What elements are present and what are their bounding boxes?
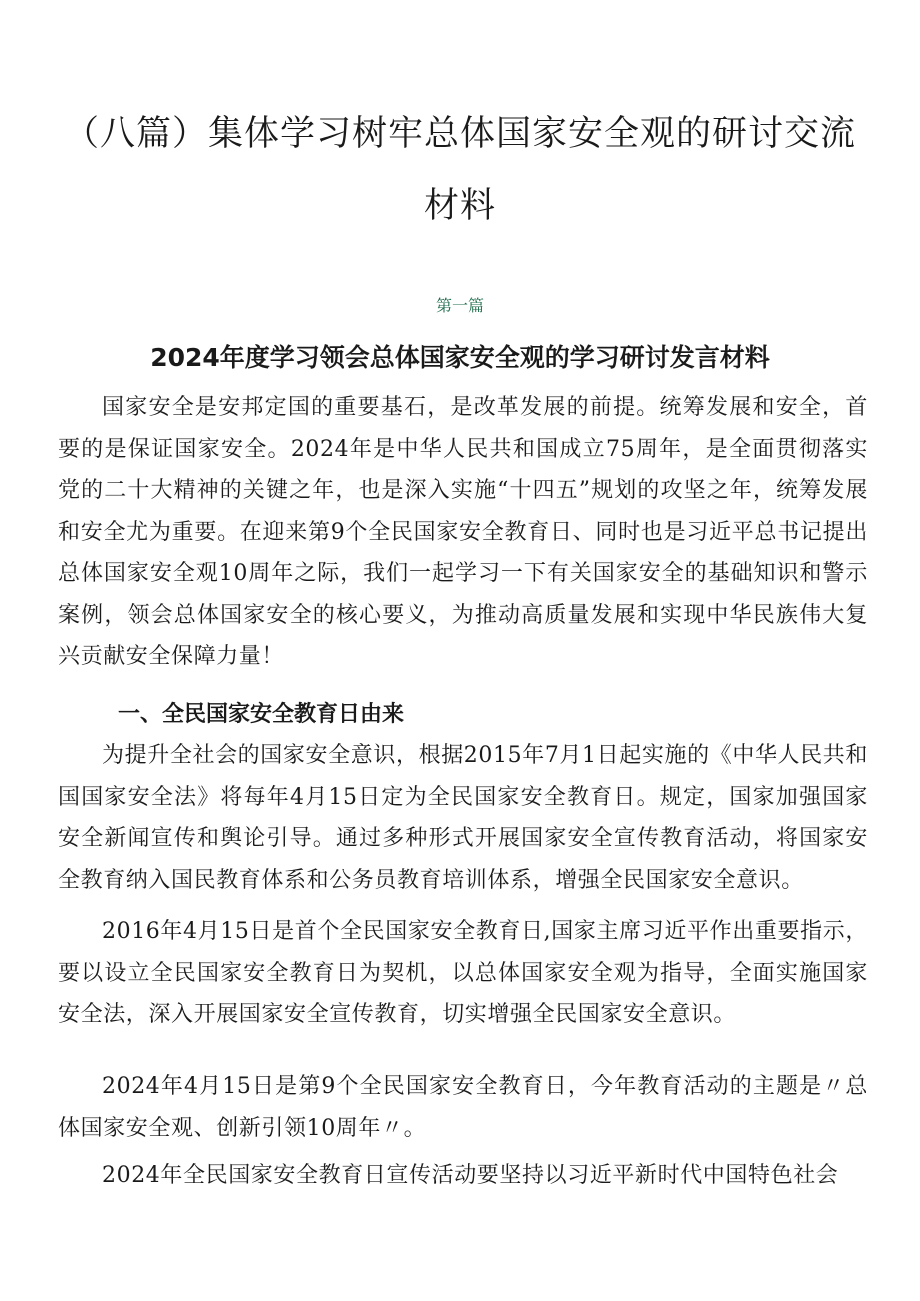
section-label: 第一篇 bbox=[435, 296, 484, 315]
section-heading-1: 一、全民国家安全教育日由来 bbox=[118, 702, 405, 727]
intro-paragraph: 国家安全是安邦定国的重要基石，是改革发展的前提。统筹发展和安全，首要的是保证国家安全。2024年是中华人民共和国成立75周年，是全面贯彻落实党的二十大精神的关键之年，也是深入实施“十四五”规划的攻坚之年，统筹发展和安全尤为重要。在迎来第9个全民国家安全教育日、同时也是习近平总书记提出总体国家安全观10周年之际，我们一起学习一下有关国家安全的基础知识和警示案例，领会总体国家安全的核心要义，为推动高质量发展和实现中华民族伟大复兴贡献安全保障力量！ bbox=[58, 395, 868, 669]
article-subtitle: 2024年度学习领会总体国家安全观的学习研讨发言材料 bbox=[150, 343, 770, 372]
body-paragraph-1: 为提升全社会的国家安全意识，根据2015年7月1日起实施的《中华人民共和国国家安全法》将每年4月15日定为全民国家安全教育日。规定，国家加强国家安全新闻宣传和舆论引导。通过多种形式开展国家安全宣传教育活动，将国家安全教育纳入国民教育体系和公务员教育培训体系，增强全民国家安全意识。 bbox=[58, 743, 868, 893]
body-paragraph-2: 2016年4月15日是首个全民国家安全教育日,国家主席习近平作出重要指示，要以设立全民国家安全教育日为契机，以总体国家安全观为指导，全面实施国家安全法，深入开展国家安全宣传教育，切实增强全民国家安全意识。 bbox=[58, 919, 868, 1027]
body-paragraph-3: 2024年4月15日是第9个全民国家安全教育日，今年教育活动的主题是〃总体国家安全观、创新引领10周年〃。 bbox=[58, 1074, 868, 1141]
body-paragraph-4: 2024年全民国家安全教育日宣传活动要坚持以习近平新时代中国特色社会 bbox=[102, 1163, 839, 1188]
document-title: （八篇）集体学习树牢总体国家安全观的研讨交流材料 bbox=[63, 114, 856, 226]
